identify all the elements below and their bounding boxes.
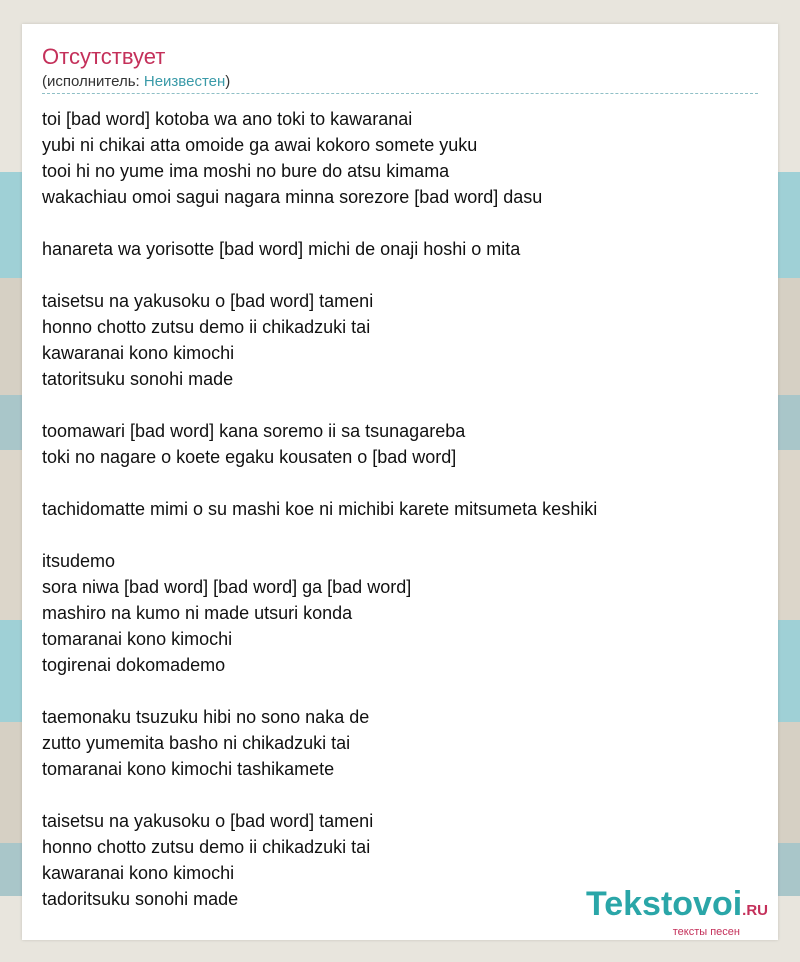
lyric-line: taemonaku tsuzuku hibi no sono naka de: [42, 707, 370, 727]
lyric-line: tadoritsuku sonohi made: [42, 889, 239, 909]
lyric-line: itsudemo: [42, 551, 116, 571]
lyric-blank-line: [42, 262, 762, 288]
lyric-line: wakachiau omoi sagui nagara minna sorezore [bad word] dasu: [42, 187, 543, 207]
lyric-line: tachidomatte mimi o su mashi koe ni michibi karete mitsumeta keshiki: [42, 499, 598, 519]
lyric-line: mashiro na kumo ni made utsuri konda: [42, 603, 353, 623]
lyric-line: hanareta wa yorisotte [bad word] michi de onaji hoshi o mita: [42, 239, 521, 259]
lyric-line: taisetsu na yakusoku o [bad word] tameni: [42, 811, 374, 831]
logo-tagline: тексты песен: [672, 926, 740, 938]
lyric-line: sora niwa [bad word] [bad word] ga [bad word]: [42, 577, 412, 597]
lyric-line: tatoritsuku sonohi made: [42, 369, 234, 389]
lyric-line: zutto yumemita basho ni chikadzuki tai: [42, 733, 351, 753]
logo-name: Tekstovoi: [585, 885, 743, 923]
artist-prefix: (исполнитель:: [42, 73, 144, 90]
title-divider: [42, 93, 758, 94]
song-title: Отсутствует: [42, 44, 166, 69]
lyric-blank-line: [42, 678, 762, 704]
artist-line: [42, 73, 230, 90]
lyric-blank-line: [42, 522, 762, 548]
lyric-line: honno chotto zutsu demo ii chikadzuki tai: [42, 317, 371, 337]
artist-link[interactable]: Неизвестен: [143, 73, 226, 90]
site-logo[interactable]: [586, 887, 768, 938]
logo-tld: .RU: [742, 902, 768, 919]
lyric-line: togirenai dokomademo: [42, 655, 226, 675]
lyric-line: kawaranai kono kimochi: [42, 863, 235, 883]
lyrics-text: [42, 106, 762, 912]
lyric-line: toki no nagare o koete egaku kousaten o [bad word]: [42, 447, 457, 467]
artist-suffix: ): [225, 73, 231, 90]
lyric-blank-line: [42, 392, 762, 418]
lyric-blank-line: [42, 782, 762, 808]
lyric-line: tooi hi no yume ima moshi no bure do atsu kimama: [42, 161, 450, 181]
lyric-line: toomawari [bad word] kana soremo ii sa tsunagareba: [42, 421, 466, 441]
lyric-blank-line: [42, 470, 762, 496]
lyric-line: yubi ni chikai atta omoide ga awai kokoro somete yuku: [42, 135, 478, 155]
lyric-line: tomaranai kono kimochi tashikamete: [42, 759, 335, 779]
lyric-line: toi [bad word] kotoba wa ano toki to kawaranai: [42, 109, 413, 129]
lyric-line: taisetsu na yakusoku o [bad word] tameni: [42, 291, 374, 311]
lyric-blank-line: [42, 210, 762, 236]
lyric-line: tomaranai kono kimochi: [42, 629, 233, 649]
lyrics-card: [22, 24, 778, 940]
lyric-line: honno chotto zutsu demo ii chikadzuki tai: [42, 837, 371, 857]
lyric-line: kawaranai kono kimochi: [42, 343, 235, 363]
